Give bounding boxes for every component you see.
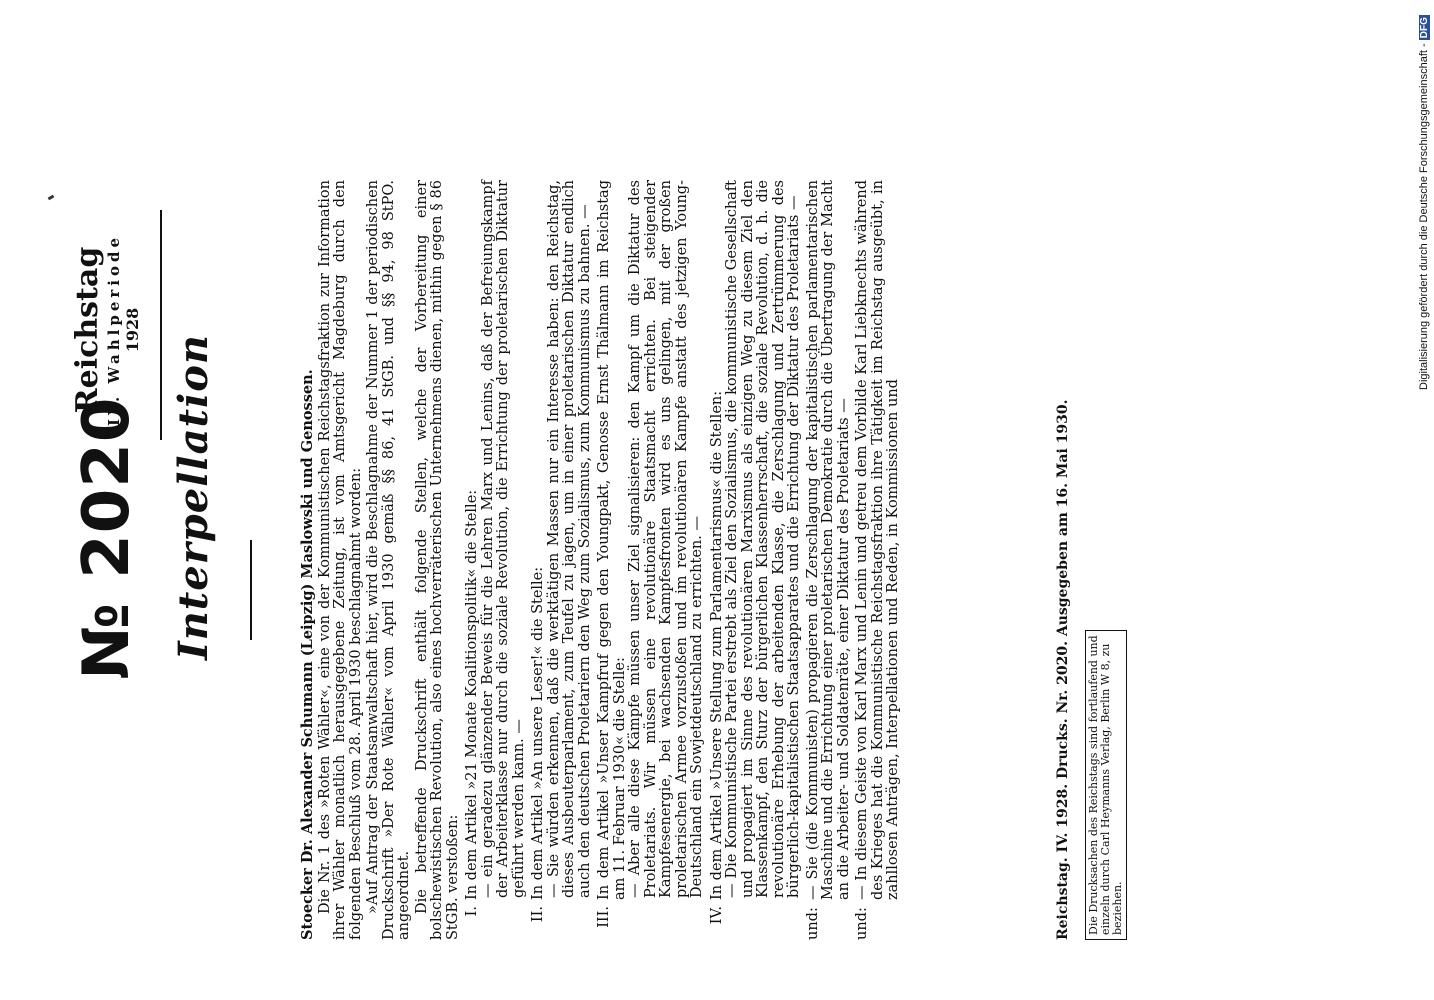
section-lead: In dem Artikel »An unsere Leser!« die Stelle: (530, 566, 546, 900)
section-label: IV. (708, 906, 725, 925)
und-label: und: (854, 907, 870, 940)
section-quote: — ein geradezu glänzender Beweis für die Lehren Marx und Lenins, daß der Befreiungskampf der Arbeiterklasse nur durch die soziale Revolution, die Errichtung der proletarischen Diktatur geführt werden kann. — (479, 180, 527, 898)
paragraph-3: Die betreffende Druckschrift enthält folgende Stellen, welche der Vorbereitung einer bolschewistischen Revolution, also eines hochverräterischen Unternehmens dienen, mithin gegen § 86 StGB. verstoßen: (413, 180, 461, 940)
document-body (300, 180, 902, 940)
institution-name: Reichstag (70, 246, 105, 414)
masthead-rule (160, 210, 162, 440)
section-lead: In dem Artikel »Unsere Stellung zum Parlamentarismus« die Stellen: (708, 390, 725, 900)
section-label: I. (464, 906, 480, 917)
section-quote: — Sie würden erkennen, daß die werktätigen Massen nur ein Interesse haben: den Reichstag, dieses Ausbeuterparlament, zum Teufel zu jagen, um in einer proletarischen Diktatur endlich auch den deutschen Proletariern den Weg zum Sozialismus, zum Kommunismus zu bahnen. — (545, 180, 593, 898)
section-iii (597, 180, 628, 940)
masthead (50, 180, 310, 940)
dfg-logo: DFG (1419, 17, 1430, 39)
section-lead: In dem Artikel »21 Monate Koalitionspolitik« die Stelle: (464, 489, 480, 900)
funding-text: Digitalisierung gefördert durch die Deutsche Forschungsgemeinschaft - (1418, 43, 1430, 390)
section-label: III. (596, 906, 612, 928)
und-label: und: (804, 907, 821, 940)
reichstag-box (70, 220, 142, 440)
authors: Stoecker Dr. Alexander Schumann (Leipzig) Maslowski und Genossen. (299, 369, 316, 940)
section-lead: In dem Artikel »Unser Kampfruf gegen den Youngpakt, Genosse Ernst Thälmann im Reichstag am 11. Februar 1930« die Stelle: (596, 180, 628, 900)
section-ii (531, 180, 547, 940)
title-rule (250, 540, 252, 640)
paragraph-2: »Auf Antrag der Staatsanwaltschaft hier, wird die Beschlagnahme der Nummer 1 der periodischen Druckschrift »Der Rote Wähler« vom April 1930 gemäß §§ 86, 41 StGB. und §§ 94, 98 StPO. angeordnet. (365, 180, 412, 940)
section-quote: — Die Kommunistische Partei erstrebt als Ziel den Sozialismus, die kommunistische Gesellschaft und propagiert im Sinne des revolutionären Marxismus als einzigen Weg zu diesem Ziel den Klassenkampf, den Sturz der bürgerlichen Klassenherrschaft, die soziale Revolution, d. h. die revolutionäre Erhebung der arbeitenden Klasse, die Zerschlagung und Zertrümmerung des bürgerlich-kapitalistischen Staatsapparates und die Errichtung der Diktatur des Proletariats — (724, 180, 802, 898)
footer-line: Reichstag. IV. 1928. Drucks. Nr. 2020. Ausgegeben am 16. Mai 1930. (1055, 399, 1071, 940)
funding-sidebar (1418, 17, 1434, 390)
section-quote: — Aber alle diese Kämpfe müssen unser Ziel signalisieren: den Kampf um die Diktatur des Proletariats. Wir müssen eine revolutionäre Staatsmacht errichten. Bei steigender Kampfesenergie, bei wachsenden Kampfesfronten wird es uns gelingen, mit der großen proletarischen Armee vorzustoßen und im revolutionären Kampfe anstatt des jetzigen Young-Deutschland ein Sowjetdeutschland zu errichten. — (627, 180, 705, 898)
und-paragraph (855, 180, 902, 940)
section-i (465, 180, 481, 940)
funding-note (1418, 15, 1430, 390)
section-iv (710, 180, 726, 940)
paragraph-1: Die Nr. 1 des »Roten Wähler«, eine von der Kommunistischen Reichstagsfraktion zur Information ihrer Wähler monatlich herausgegebene Zeitung, ist vom Amtsgericht Magdeburg durch den folgenden Beschluß vom 28. April 1930 beschlagnahmt worden: (316, 180, 364, 940)
page-title: Interpellation (170, 334, 217, 660)
year-label: 1928 (123, 307, 142, 353)
publisher-notice: Die Drucksachen des Reichstags sind fortlaufend und einzeln durch Carl Heymanns Verlag, Berlin W 8, zu beziehen. (1085, 630, 1127, 940)
period-label: IV. Wahlperiode (105, 234, 123, 427)
und-text: — In diesem Geiste von Karl Marx und Lenin und getreu dem Vorbilde Karl Liebknechts während des Krieges hat die Kommunistische Reichstagsfraktion ihre Tätigkeit im Reichstag ausgeübt, in zahllosen Anträgen, Interpellationen und Reden, in Kommissionen und (854, 180, 901, 900)
und-text: — Sie (die Kommunisten) propagieren die Zerschlagung der kapitalistischen parlamentarischen Maschine und die Errichtung einer proletarischen Demokratie durch die Übertragung der Macht an die Arbeiter- und Soldatenräte, einer Diktatur des Proletariats — (804, 180, 852, 900)
section-label: II. (530, 906, 546, 923)
und-paragraph (806, 180, 853, 940)
document-rotated (50, 180, 1290, 940)
document-number: № 2020 (70, 396, 144, 680)
